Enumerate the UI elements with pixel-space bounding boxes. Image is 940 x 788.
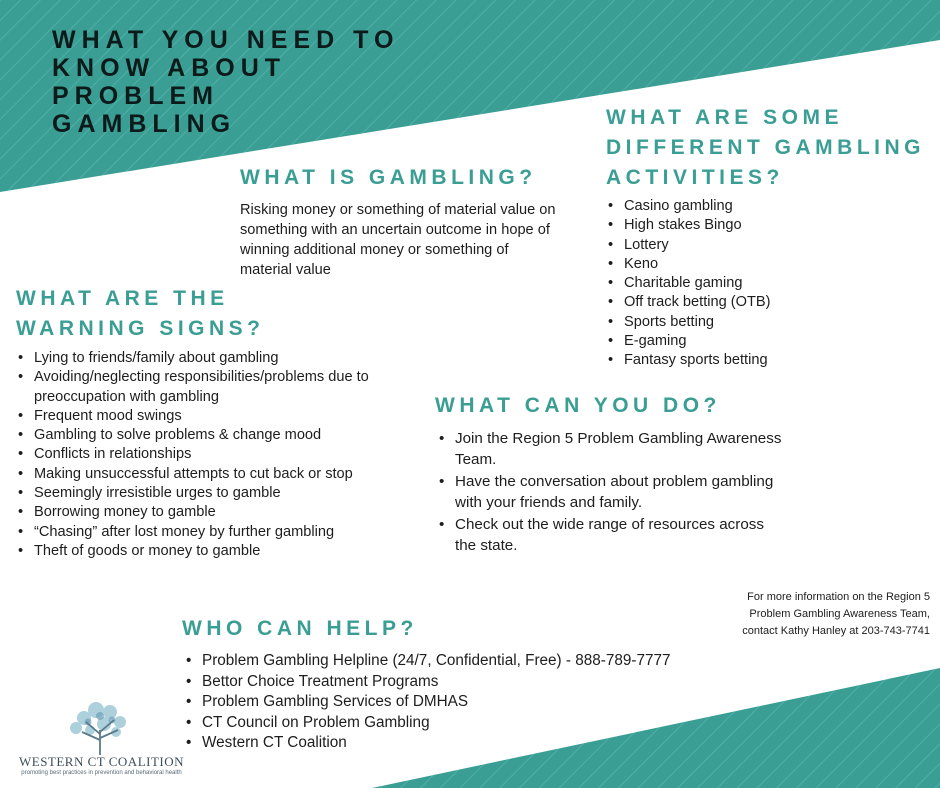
list-item: • CT Council on Problem Gambling <box>202 713 802 734</box>
who-can-help-list <box>184 651 802 754</box>
list-item: • Problem Gambling Helpline (24/7, Confidential, Free) - 888-789-7777 <box>202 651 802 672</box>
main-title-line: WHAT YOU NEED TO <box>52 26 400 54</box>
activities-heading-line: WHAT ARE SOME <box>606 106 843 129</box>
list-item: • Check out the wide range of resources across the state. <box>455 514 785 557</box>
list-item: • Theft of goods or money to gamble <box>34 542 384 561</box>
list-item: • Lying to friends/family about gambling <box>34 349 384 368</box>
main-title <box>52 26 472 138</box>
warning-signs-heading <box>16 284 265 344</box>
list-item: • Sports betting <box>624 313 940 332</box>
list-item: • Keno <box>624 255 940 274</box>
list-item: • Western CT Coalition <box>202 733 802 754</box>
list-item: • Avoiding/neglecting responsibilities/problems due to preoccupation with gambling <box>34 368 384 407</box>
what-is-gambling-definition: Risking money or something of material value on something with an uncertain outcome in hope of winning additional money or something of material value <box>240 202 556 278</box>
list-item: • Making unsuccessful attempts to cut back or stop <box>34 465 384 484</box>
list-item: • E-gaming <box>624 332 940 351</box>
list-item: • Conflicts in relationships <box>34 445 384 464</box>
list-item: • Problem Gambling Services of DMHAS <box>202 692 802 713</box>
list-item: • Charitable gaming <box>624 274 940 293</box>
activities-heading <box>606 103 925 193</box>
contact-info-line: For more information on the Region 5 <box>747 591 930 603</box>
list-item: • Fantasy sports betting <box>624 351 940 370</box>
activities-list <box>606 197 940 371</box>
list-item: • Borrowing money to gamble <box>34 503 384 522</box>
activities-heading-line: ACTIVITIES? <box>606 166 784 189</box>
list-item: • Frequent mood swings <box>34 407 384 426</box>
list-item: • Have the conversation about problem gambling with your friends and family. <box>455 471 785 514</box>
list-item: • Gambling to solve problems & change mood <box>34 426 384 445</box>
list-item: • Bettor Choice Treatment Programs <box>202 672 802 693</box>
who-can-help-heading: WHO CAN HELP? <box>182 617 418 640</box>
list-item: • Casino gambling <box>624 197 940 216</box>
contact-info-line: contact Kathy Hanley at 203-743-7741 <box>742 625 930 637</box>
contact-info-line: Problem Gambling Awareness Team, <box>749 608 930 620</box>
warning-signs-heading-line: WARNING SIGNS? <box>16 317 265 340</box>
activities-heading-line: DIFFERENT GAMBLING <box>606 136 925 159</box>
list-item: • Lottery <box>624 236 940 255</box>
list-item: • Seemingly irresistible urges to gamble <box>34 484 384 503</box>
main-title-line: KNOW ABOUT <box>52 54 287 82</box>
main-title-line: GAMBLING <box>52 110 237 138</box>
contact-info-note <box>690 589 930 640</box>
tree-icon <box>14 700 189 756</box>
what-can-you-do-list <box>437 428 785 556</box>
main-title-line: PROBLEM <box>52 82 219 110</box>
warning-signs-heading-line: WHAT ARE THE <box>16 287 229 310</box>
list-item: • Off track betting (OTB) <box>624 293 940 312</box>
list-item: • “Chasing” after lost money by further gambling <box>34 523 384 542</box>
western-ct-coalition-logo <box>14 700 189 780</box>
list-item: • Join the Region 5 Problem Gambling Awareness Team. <box>455 428 785 471</box>
warning-signs-list <box>16 349 384 561</box>
logo-name: WESTERN CT COALITION <box>18 754 185 769</box>
what-is-gambling-heading: WHAT IS GAMBLING? <box>240 166 537 189</box>
logo-tagline: promoting best practices in prevention and behavioral health <box>21 770 182 776</box>
list-item: • High stakes Bingo <box>624 216 940 235</box>
what-can-you-do-heading: WHAT CAN YOU DO? <box>435 394 721 417</box>
